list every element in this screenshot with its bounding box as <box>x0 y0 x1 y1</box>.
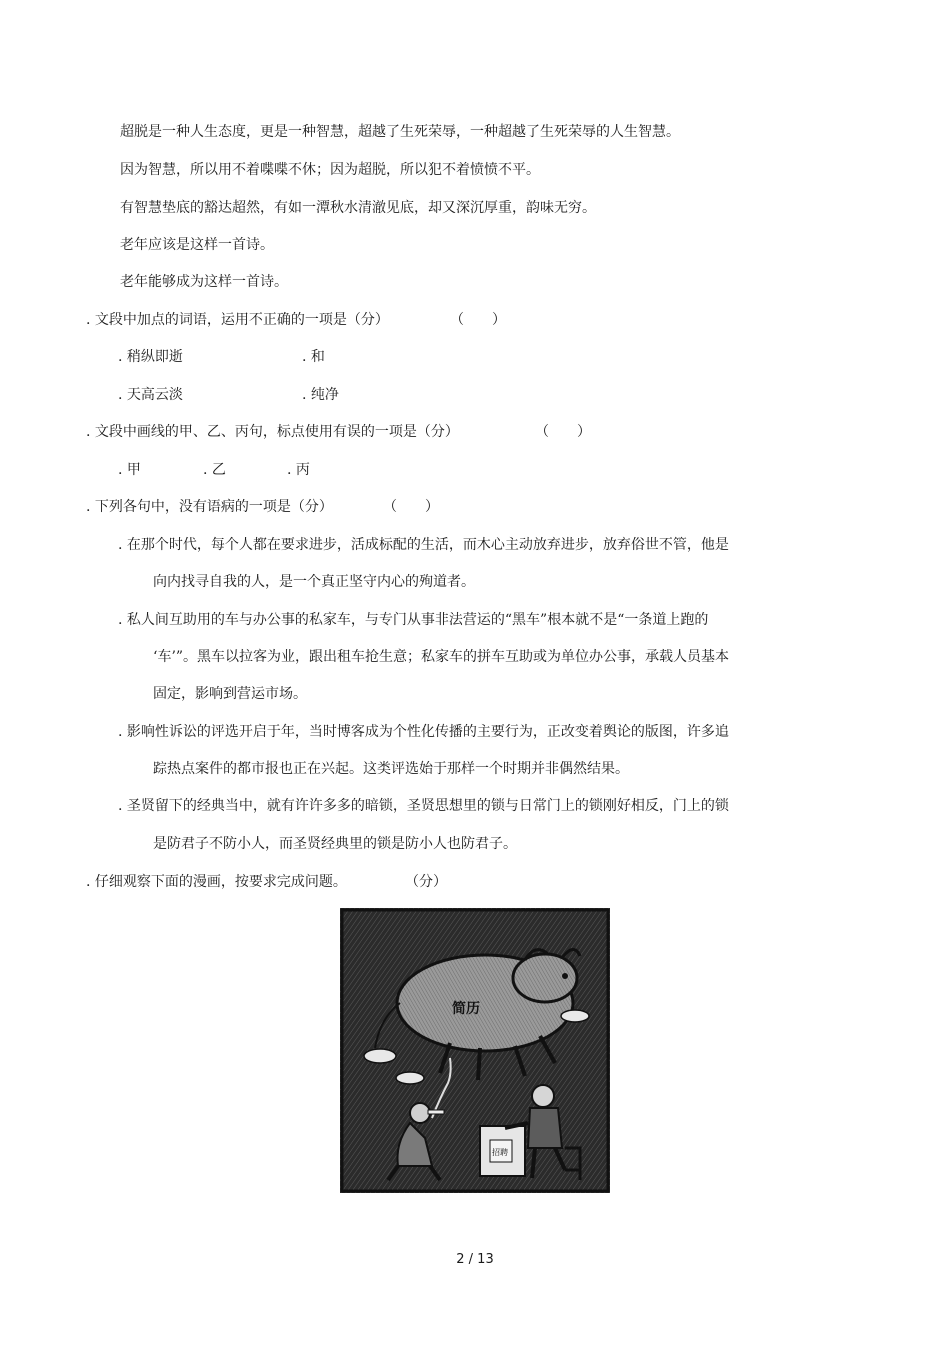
q1-option-b: . 和 <box>302 349 325 365</box>
comic-drawing <box>340 908 610 1193</box>
passage-line-5: 老年能够成为这样一首诗。 <box>120 274 288 290</box>
passage-line-2: 因为智慧，所以用不着喋喋不休；因为超脱，所以犯不着愤愤不平。 <box>120 162 540 178</box>
q3-stem: . 下列各句中，没有语病的一项是（分） <box>86 499 333 515</box>
passage-line-4: 老年应该是这样一首诗。 <box>120 237 274 253</box>
q3-option-a-line-1: . 在那个时代，每个人都在要求进步，活成标配的生活，而木心主动放弃进步，放弃俗世不管，他是 <box>118 537 729 553</box>
q1-option-d: . 纯净 <box>302 387 339 403</box>
comic-illustration <box>340 908 610 1193</box>
q1-option-a: . 稍纵即逝 <box>118 349 183 365</box>
q2-option-c: . 丙 <box>287 462 310 478</box>
q2-option-a: . 甲 <box>118 462 141 478</box>
q3-option-c-line-1: . 影响性诉讼的评选开启于年，当时博客成为个性化传播的主要行为，正改变着舆论的版图，许多追 <box>118 724 729 740</box>
q3-answer-paren: （ ） <box>383 499 439 515</box>
q4-score: （分） <box>405 874 447 890</box>
q3-option-c-line-2: 踪热点案件的都市报也正在兴起。这类评选始于那样一个时期并非偶然结果。 <box>153 761 629 777</box>
q3-option-d-line-2: 是防君子不防小人，而圣贤经典里的锁是防小人也防君子。 <box>153 836 517 852</box>
page-number: 2 / 13 <box>456 1252 494 1267</box>
passage-line-3: 有智慧垫底的豁达超然，有如一潭秋水清澈见底，却又深沉厚重，韵味无穷。 <box>120 200 596 216</box>
q2-option-b: . 乙 <box>203 462 226 478</box>
q1-answer-paren: （ ） <box>450 312 506 328</box>
q2-answer-paren: （ ） <box>535 424 591 440</box>
q1-option-c: . 天高云淡 <box>118 387 183 403</box>
desk <box>480 1126 525 1176</box>
q3-option-b-line-1: . 私人间互助用的车与办公事的私家车，与专门从事非法营运的“黑车”根本就不是“一条道上跑的 <box>118 612 709 628</box>
desk-sign: 招聘 <box>492 1148 508 1157</box>
q2-stem: . 文段中画线的甲、乙、丙句，标点使用有误的一项是（分） <box>86 424 459 440</box>
balloon-label: 简历 <box>452 1001 480 1017</box>
q3-option-b-line-3: 固定，影响到营运市场。 <box>153 686 307 702</box>
q4-stem: . 仔细观察下面的漫画，按要求完成问题。 <box>86 874 347 890</box>
q3-option-d-line-1: . 圣贤留下的经典当中，就有许许多多的暗锁，圣贤思想里的锁与日常门上的锁刚好相反，门上的锁 <box>118 798 729 814</box>
q3-option-a-line-2: 向内找寻自我的人，是一个真正坚守内心的殉道者。 <box>153 574 475 590</box>
q1-stem: . 文段中加点的词语，运用不正确的一项是（分） <box>86 312 389 328</box>
q3-option-b-line-2: ‘车’”。黑车以拉客为业，跟出租车抢生意；私家车的拼车互助或为单位办公事，承载人员基本 <box>153 649 730 665</box>
passage-line-1: 超脱是一种人生态度，更是一种智慧，超越了生死荣辱，一种超越了生死荣辱的人生智慧。 <box>120 124 680 140</box>
